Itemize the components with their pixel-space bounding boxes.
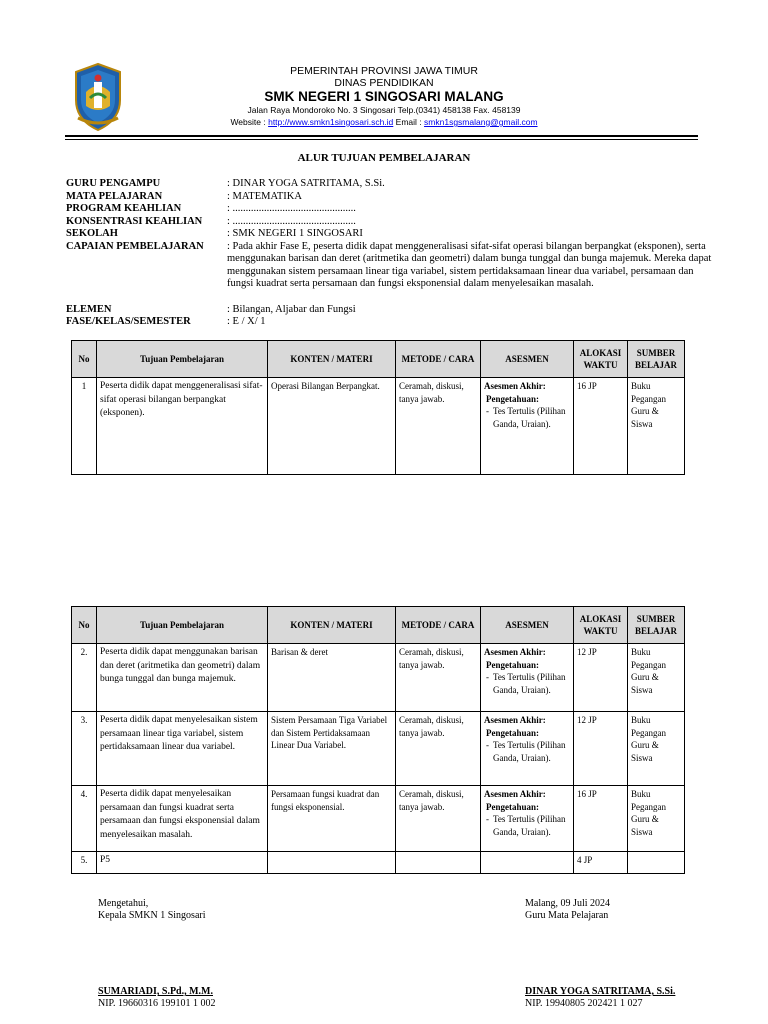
asesmen-dash: - [486, 814, 489, 824]
asesmen-dash: - [486, 406, 489, 416]
cell-asesmen [481, 644, 574, 712]
info-key: GURU PENGAMPU [66, 178, 161, 189]
signature-right-name: DINAR YOGA SATRITAMA, S.Si. [525, 986, 676, 997]
info-value: : ............................................... [227, 215, 356, 227]
info-value: : Bilangan, Aljabar dan Fungsi [227, 303, 356, 315]
header-alokasi: ALOKASI WAKTU [574, 607, 628, 644]
cell-alokasi: 12 JP [574, 644, 628, 712]
letterhead-address: Jalan Raya Mondoroko No. 3 Singosari Telp.(0341) 458138 Fax. 458139 [247, 105, 521, 115]
jawa-timur-crest-icon [72, 62, 124, 132]
signature-left-header [98, 898, 206, 922]
header-tujuan: Tujuan Pembelajaran [97, 607, 268, 644]
header-asesmen: ASESMEN [481, 341, 574, 378]
signature-left-name: SUMARIADI, S.Pd., M.M. [98, 986, 213, 997]
letterhead-province: PEMERINTAH PROVINSI JAWA TIMUR [290, 65, 478, 77]
asesmen-head: Asesmen Akhir: [484, 647, 546, 657]
header-no: No [72, 341, 97, 378]
email-label: Email : [395, 117, 422, 127]
info-value: : ............................................... [227, 203, 356, 214]
cell-alokasi: 16 JP [574, 786, 628, 852]
header-tujuan: Tujuan Pembelajaran [97, 341, 268, 378]
signature-right-header [525, 898, 610, 922]
info-key: KONSENTRASI KEAHLIAN [66, 215, 203, 227]
cell-alokasi: 16 JP [574, 378, 628, 475]
info-value: : Pada akhir Fase E, peserta didik dapat menggeneralisasi sifat-sifat operasi bilangan berpangkat (eksponen), serta menggunakan barisan dan deret (aritmetika dan geometri) dalam bunga tunggal dan bunga majemuk. Mereka dapat menggunakan sistem persamaan linear tiga variabel, sistem pertidaksamaan linear dua variabel, persamaan dan fungsi kuadrat serta persamaan dan fungsi eksponensial dalam menyelesaikan masalah. [227, 240, 712, 289]
signature-left-name-block [98, 986, 216, 1010]
header-sumber: SUMBER BELAJAR [628, 341, 685, 378]
info-key: CAPAIAN PEMBELAJARAN [66, 240, 204, 252]
letterhead-divider-thin [65, 139, 698, 140]
table-header-row [72, 607, 685, 644]
table-header-row [72, 341, 685, 378]
info-key: SEKOLAH [66, 228, 118, 239]
letterhead-contact [160, 116, 608, 128]
cell-konten: Operasi Bilangan Berpangkat. [268, 378, 396, 475]
table-row-p5 [72, 852, 685, 874]
header-no: No [72, 607, 97, 644]
info-key: PROGRAM KEAHLIAN [66, 203, 182, 214]
info-value: : DINAR YOGA SATRITAMA, S.Si. [227, 178, 385, 189]
signature-right-name-block [525, 986, 675, 1010]
asesmen-item-text: Tes Tertulis (Pilihan Ganda, Uraian). [492, 406, 566, 429]
asesmen-head: Asesmen Akhir: [484, 789, 546, 799]
info-value: : E / X/ 1 [227, 316, 266, 327]
cell-sumber: Buku Pegangan Guru & Siswa [628, 786, 685, 852]
info-key: FASE/KELAS/SEMESTER [66, 316, 191, 327]
info-key: MATA PELAJARAN [66, 190, 163, 202]
table-row [72, 378, 685, 475]
header-alokasi: ALOKASI WAKTU [574, 341, 628, 378]
asesmen-item [484, 671, 570, 696]
signature-right-nip: NIP. 19940805 202421 1 027 [525, 998, 643, 1009]
cell-asesmen [481, 852, 574, 874]
asesmen-item-text: Tes Tertulis (Pilihan Ganda, Uraian). [492, 814, 566, 837]
table-row [72, 786, 685, 852]
header-metode: METODE / CARA [396, 607, 481, 644]
header-konten: KONTEN / MATERI [268, 607, 396, 644]
cell-konten [268, 852, 396, 874]
cell-konten: Barisan & deret [268, 644, 396, 712]
info-key: ELEMEN [66, 303, 112, 315]
signature-right-line1: Malang, 09 Juli 2024 [525, 898, 610, 909]
cell-tujuan: Peserta didik dapat menggeneralisasi sifat-sifat operasi bilangan berpangkat (eksponen). [97, 378, 268, 475]
cell-tujuan: Peserta didik dapat menyelesaikan persamaan dan fungsi kuadrat serta persamaan dan fungsi eksponensial dalam menyelesaikan masalah. [97, 786, 268, 852]
table-row [72, 712, 685, 786]
cell-metode: Ceramah, diskusi, tanya jawab. [396, 786, 481, 852]
cell-sumber [628, 852, 685, 874]
asesmen-sub: Pengetahuan: [486, 801, 540, 812]
header-metode: METODE / CARA [396, 341, 481, 378]
asesmen-head: Asesmen Akhir: [484, 381, 546, 391]
cell-no: 3. [72, 712, 97, 786]
cell-no: 5. [72, 852, 97, 874]
asesmen-sub: Pengetahuan: [486, 393, 540, 404]
cell-no: 4. [72, 786, 97, 852]
signature-right-line2: Guru Mata Pelajaran [525, 910, 609, 921]
table-row [72, 644, 685, 712]
cell-metode: Ceramah, diskusi, tanya jawab. [396, 712, 481, 786]
info-value: : MATEMATIKA [227, 190, 302, 202]
asesmen-sub: Pengetahuan: [486, 659, 540, 670]
cell-no: 2. [72, 644, 97, 712]
asesmen-item-text: Tes Tertulis (Pilihan Ganda, Uraian). [492, 740, 566, 763]
cell-sumber: Buku Pegangan Guru & Siswa [628, 644, 685, 712]
asesmen-sub: Pengetahuan: [486, 727, 540, 738]
cell-metode: Ceramah, diskusi, tanya jawab. [396, 378, 481, 475]
signature-left-nip: NIP. 19660316 199101 1 002 [98, 998, 216, 1009]
cell-tujuan: Peserta didik dapat menggunakan barisan dan deret (aritmetika dan geometri) dalam bunga tunggal dan bunga majemuk. [97, 644, 268, 712]
asesmen-item [484, 405, 570, 430]
asesmen-item [484, 813, 570, 838]
asesmen-head: Asesmen Akhir: [484, 715, 546, 725]
website-link[interactable]: http://www.smkn1singosari.sch.id [268, 117, 394, 127]
cell-metode [396, 852, 481, 874]
header-konten: KONTEN / MATERI [268, 341, 396, 378]
asesmen-item [484, 739, 570, 764]
cell-tujuan: Peserta didik dapat menyelesaikan sistem persamaan linear tiga variabel, sistem pertidaksamaan linear dua variabel. [97, 712, 268, 786]
atp-table-2 [71, 606, 685, 874]
letterhead [160, 65, 608, 128]
header-sumber: SUMBER BELAJAR [628, 607, 685, 644]
cell-konten: Persamaan fungsi kuadrat dan fungsi eksponensial. [268, 786, 396, 852]
cell-tujuan: P5 [97, 852, 268, 874]
cell-no: 1 [72, 378, 97, 475]
cell-asesmen [481, 786, 574, 852]
asesmen-item-text: Tes Tertulis (Pilihan Ganda, Uraian). [492, 672, 566, 695]
cell-sumber: Buku Pegangan Guru & Siswa [628, 378, 685, 475]
cell-metode: Ceramah, diskusi, tanya jawab. [396, 644, 481, 712]
cell-asesmen [481, 378, 574, 475]
cell-sumber: Buku Pegangan Guru & Siswa [628, 712, 685, 786]
header-asesmen: ASESMEN [481, 607, 574, 644]
cell-konten: Sistem Persamaan Tiga Variabel dan Sistem Pertidaksamaan Linear Dua Variabel. [268, 712, 396, 786]
document-title: ALUR TUJUAN PEMBELAJARAN [297, 152, 471, 164]
asesmen-dash: - [486, 740, 489, 750]
asesmen-dash: - [486, 672, 489, 682]
cell-alokasi: 12 JP [574, 712, 628, 786]
cell-asesmen [481, 712, 574, 786]
email-link[interactable]: smkn1sgsmalang@gmail.com [424, 117, 538, 127]
letterhead-department: DINAS PENDIDIKAN [334, 77, 434, 89]
letterhead-school-name: SMK NEGERI 1 SINGOSARI MALANG [264, 89, 504, 104]
website-label: Website : [230, 117, 266, 127]
atp-table-1 [71, 340, 685, 475]
letterhead-divider [65, 135, 698, 137]
signature-left-line1: Mengetahui, [98, 898, 149, 909]
signature-left-line2: Kepala SMKN 1 Singosari [98, 910, 206, 921]
cell-alokasi: 4 JP [574, 852, 628, 874]
info-value: : SMK NEGERI 1 SINGOSARI [227, 228, 363, 239]
